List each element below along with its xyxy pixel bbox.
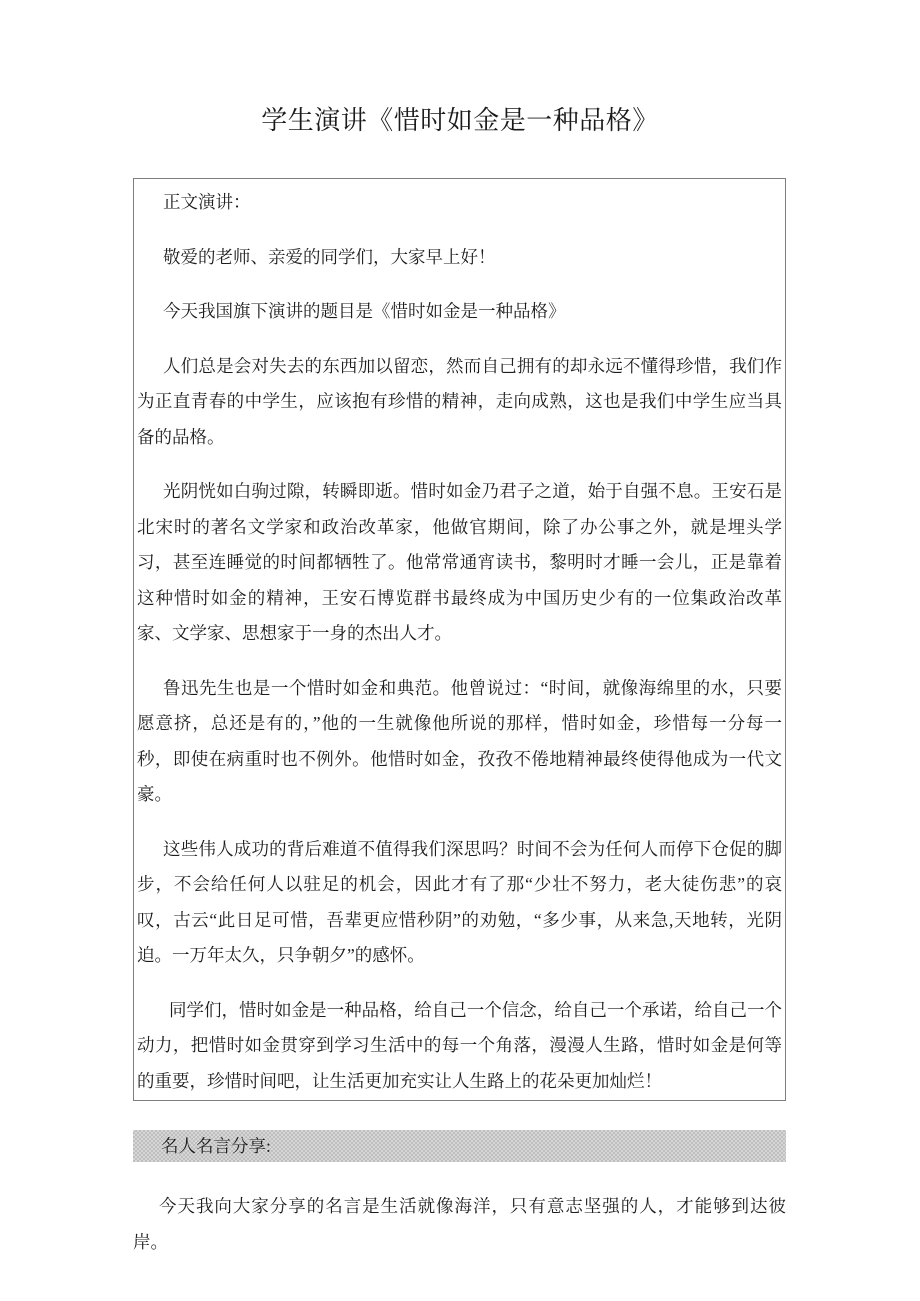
speech-paragraph: 光阴恍如白驹过隙，转瞬即逝。惜时如金乃君子之道，始于自强不息。王安石是北宋时的著名文学家和政治改革家，他做官期间，除了办公事之外，就是埋头学习，甚至连睡觉的时间都牺牲了。他常常通宵读书，黎明时才睡一会儿，正是靠着这种惜时如金的精神，王安石博览群书最终成为中国历史少有的一位集政治改革家、文学家、思想家于一身的杰出人才。 (137, 481, 782, 643)
speech-greeting-paragraph: 敬爱的老师、亲爱的同学们，大家早上好！ (163, 246, 496, 267)
document-title: 学生演讲《惜时如金是一种品格》 (261, 106, 659, 135)
speech-paragraph: 人们总是会对失去的东西加以留恋，然而自己拥有的却永远不懂得珍惜，我们作为正直青春的中学生，应该抱有珍惜的精神，走向成熟，这也是我们中学生应当具备的品格。 (137, 355, 782, 447)
quote-section-header-label: 名人名言分享: (161, 1136, 271, 1156)
speech-paragraph: 鲁迅先生也是一个惜时如金和典范。他曾说过：“时间，就像海绵里的水，只要愿意挤，总还是有的，”他的一生就像他所说的那样，惜时如金，珍惜每一分每一秒，即使在病重时也不例外。他惜时如金，孜孜不倦地精神最终使得他成为一代文豪。 (137, 677, 782, 804)
quote-body-paragraph: 今天我向大家分享的名言是生活就像海洋，只有意志坚强的人，才能够到达彼岸。 (133, 1196, 786, 1252)
speech-label-paragraph: 正文演讲： (163, 192, 251, 212)
content-column (133, 178, 786, 1260)
speech-body-box (133, 178, 786, 1101)
speech-closing-paragraph: 同学们，惜时如金是一种品格，给自己一个信念，给自己一个承诺，给自己一个动力，把惜时如金贯穿到学习生活中的每一个角落，漫漫人生路，惜时如金是何等的重要，珍惜时间吧，让生活更加充实让人生路上的花朵更加灿烂！ (137, 999, 782, 1091)
speech-topic-paragraph: 今天我国旗下演讲的题目是《惜时如金是一种品格》 (163, 301, 566, 321)
speech-paragraph: 这些伟人成功的背后难道不值得我们深思吗？时间不会为任何人而停下仓促的脚步，不会给任何人以驻足的机会，因此才有了那“少壮不努力，老大徒伤悲”的哀叹，古云“此日足可惜，吾辈更应惜秒阴”的劝勉，“多少事，从来急,天地转，光阴迫。一万年太久，只争朝夕”的感怀。 (137, 838, 782, 965)
quote-section-header-bar (133, 1130, 786, 1162)
